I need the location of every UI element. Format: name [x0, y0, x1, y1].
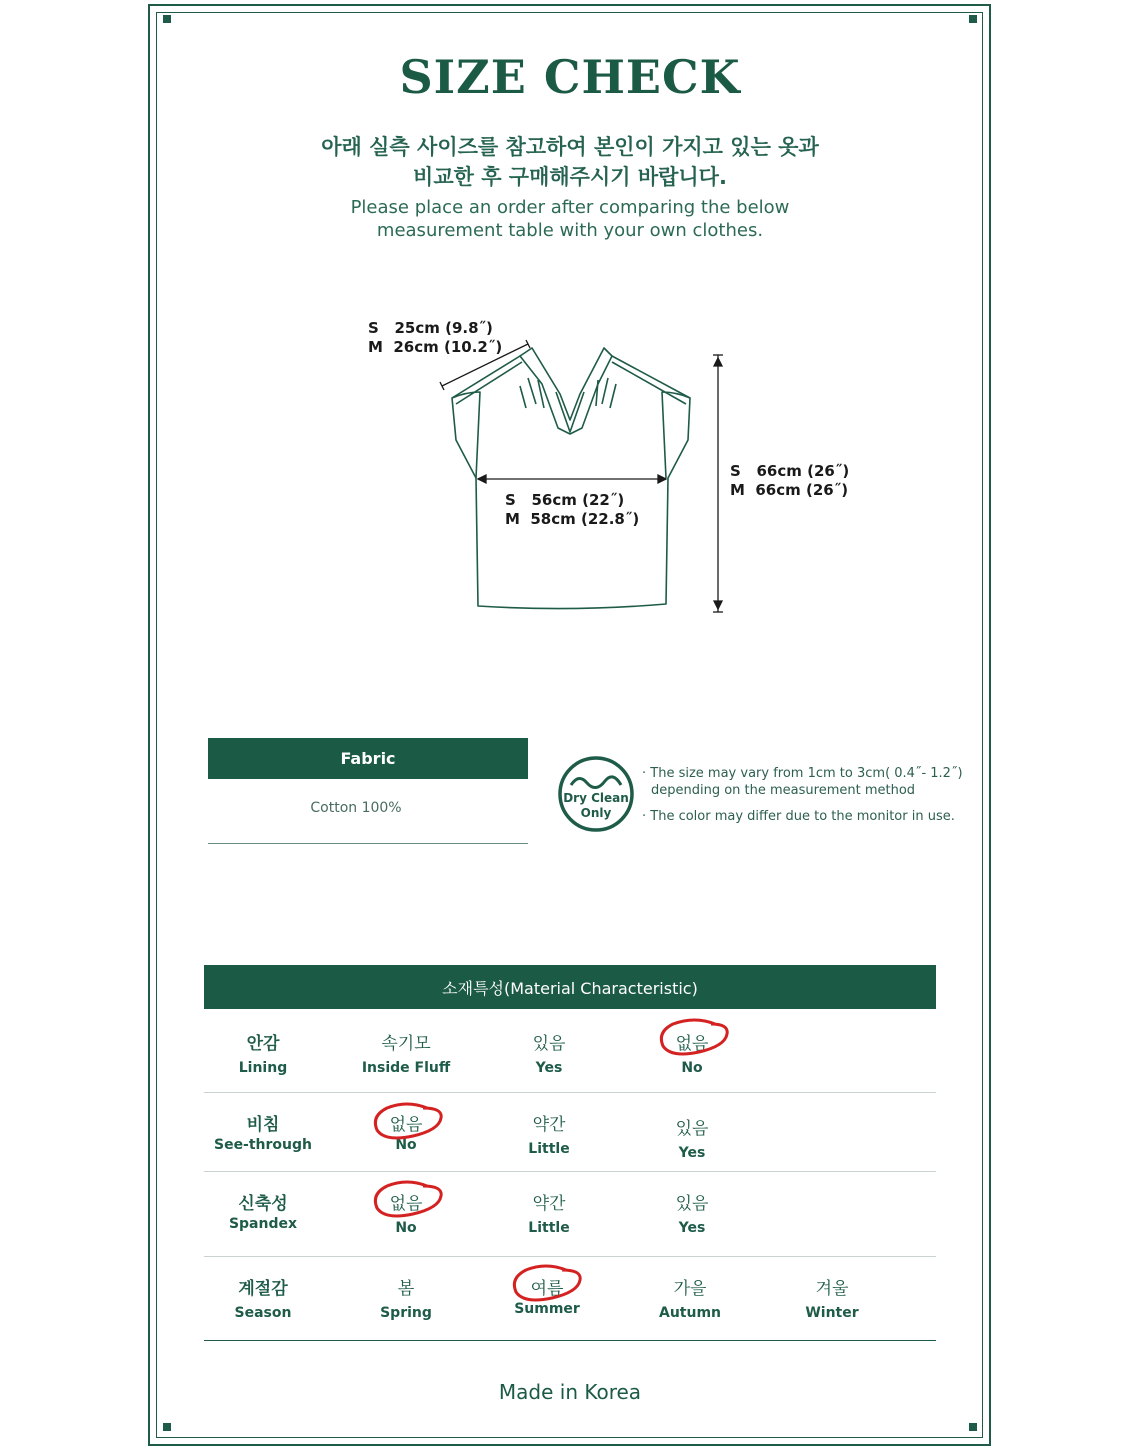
row-label-see-through: 비침 See-through: [213, 1115, 313, 1153]
intro-en-line1: Please place an order after comparing the below: [350, 197, 790, 218]
selection-circle: [369, 1102, 449, 1144]
divider: [204, 1256, 936, 1257]
selection-circle: [508, 1264, 588, 1306]
option-summer-selected: 여름 Summer: [514, 1279, 580, 1317]
option-little: 약간 Little: [528, 1194, 570, 1236]
option-spring: 봄 Spring: [380, 1279, 432, 1321]
divider: [204, 1092, 936, 1093]
length-measurement: S 66cm (26˝) M 66cm (26˝): [730, 462, 850, 499]
selection-circle: [655, 1018, 735, 1060]
badge-line2: Only: [580, 806, 612, 820]
intro-en-line2: measurement table with your own clothes.: [376, 220, 764, 241]
option-autumn: 가을 Autumn: [658, 1279, 721, 1321]
row-label-spandex: 신축성 Spandex: [228, 1194, 298, 1232]
care-note-1b: depending on the measurement method: [651, 783, 916, 798]
divider: [204, 1340, 936, 1341]
made-in-label: Made in Korea: [498, 1380, 642, 1404]
option-winter: 겨울 Winter: [805, 1279, 859, 1321]
chest-measurement: S 56cm (22˝) M 58cm (22.8˝): [505, 491, 640, 528]
option-no-selected: 없음 No: [389, 1194, 423, 1236]
intro-ko-line1: 아래 실측 사이즈를 참고하여 본인이 가지고 있는 옷과: [321, 135, 819, 159]
divider: [204, 1171, 936, 1172]
garment-diagram: [0, 0, 1140, 700]
divider: [208, 843, 528, 844]
option-yes: 있음 Yes: [532, 1034, 566, 1076]
corner-mark: [163, 1423, 171, 1431]
corner-mark: [969, 1423, 977, 1431]
intro-ko-line2: 비교한 후 구매해주시기 바랍니다.: [413, 165, 727, 189]
option-inside-fluff: 속기모 Inside Fluff: [361, 1034, 451, 1076]
fabric-header: Fabric: [208, 738, 528, 779]
row-label-lining: 안감 Lining: [238, 1034, 288, 1076]
option-no-selected: 없음 No: [389, 1115, 423, 1153]
care-note-2: · The color may differ due to the monitor in use.: [642, 809, 955, 824]
row-label-season: 계절감 Season: [234, 1279, 292, 1321]
option-little: 약간 Little: [528, 1115, 570, 1157]
material-header: 소재특성(Material Characteristic): [204, 965, 936, 1009]
care-note-1: · The size may vary from 1cm to 3cm( 0.4˝- 1.2˝): [642, 766, 963, 781]
dry-clean-icon: [557, 755, 635, 833]
option-yes: 있음 Yes: [675, 1119, 709, 1161]
fabric-value: Cotton 100%: [310, 800, 402, 816]
page-title: SIZE CHECK: [399, 50, 741, 104]
option-no-selected: 없음 No: [675, 1034, 709, 1076]
badge-line1: Dry Clean: [563, 791, 629, 805]
shoulder-measurement: S 25cm (9.8˝) M 26cm (10.2˝): [368, 319, 503, 356]
selection-circle: [369, 1180, 449, 1222]
option-yes: 있음 Yes: [675, 1194, 709, 1236]
